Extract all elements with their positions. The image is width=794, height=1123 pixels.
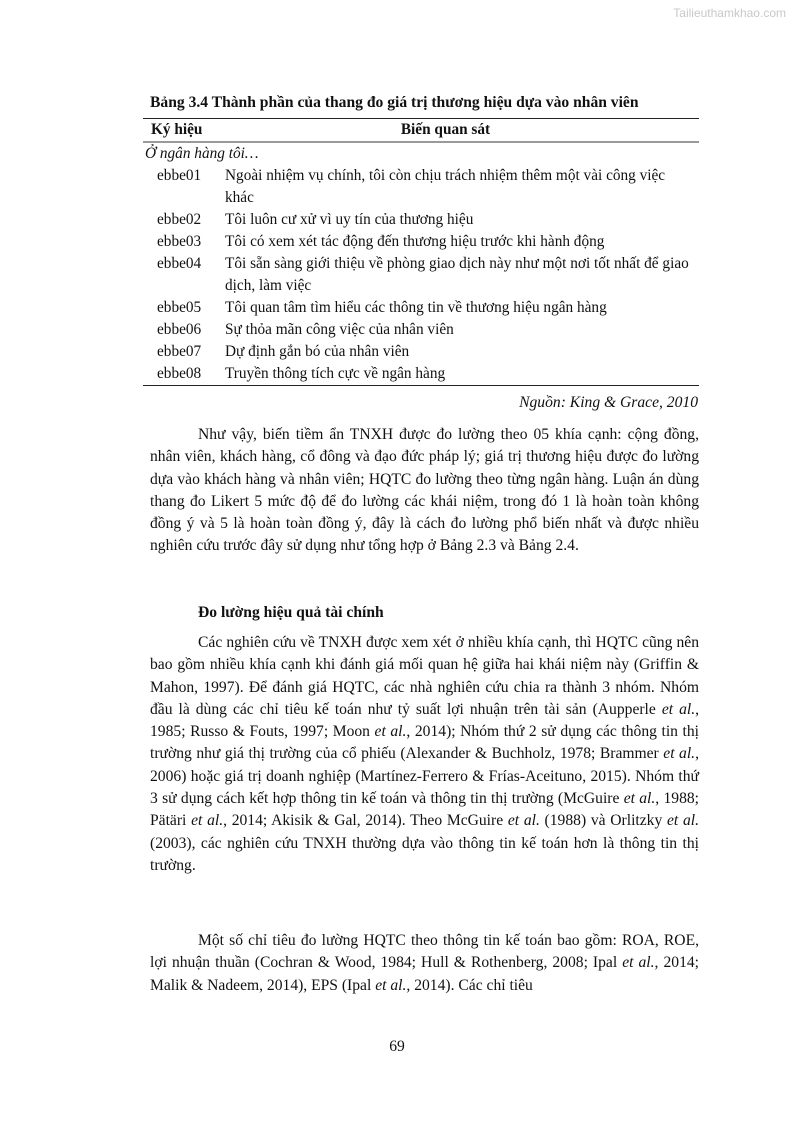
row-text: Truyền thông tích cực về ngân hàng — [225, 365, 446, 382]
table-header — [143, 119, 699, 141]
row-text: Ngoài nhiệm vụ chính, tôi còn chịu trách nhiệm thêm một vài công việc khác — [225, 167, 666, 206]
row-code: ebbe04 — [157, 255, 202, 272]
row-text: Tôi có xem xét tác động đến thương hiệu trước khi hành động — [225, 233, 605, 250]
header-code: Ký hiệu — [151, 121, 203, 138]
citation-etal: et al. — [661, 700, 696, 718]
paragraph-financial-performance — [150, 632, 699, 877]
citation-etal: et al. — [191, 812, 224, 830]
text: Một số chỉ tiêu đo lường HQTC theo thông tin kế toán bao gồm: ROA, ROE, lợi nhuận thuần (Cochran & Wood, 1984; Hull & Rothenberg, 2008; Ipal — [150, 932, 699, 972]
table-row — [143, 341, 699, 363]
text: , 2014). Các chỉ tiêu — [406, 976, 533, 994]
section-heading: Đo lường hiệu quả tài chính — [198, 604, 384, 621]
text: , 2014; Akisik & Gal, 2014). Theo McGuire — [223, 812, 508, 830]
table-row — [143, 165, 699, 209]
text: , 2014); Nhóm thứ 2 sử dụng các thông tin thị trường như giá thị trường của cổ phiếu (Alexander & Buchholz, 1978; Brammer — [150, 723, 699, 763]
row-text: Tôi sẵn sàng giới thiệu về phòng giao dịch này như một nơi tốt nhất để giao dịch, làm việc — [225, 255, 689, 294]
citation-etal: et al. — [622, 954, 655, 972]
citation-etal: et al. — [666, 812, 699, 830]
row-code: ebbe02 — [157, 211, 202, 228]
data-table — [143, 118, 699, 386]
table-row — [143, 363, 699, 385]
text: , 1988; Pätäri — [150, 790, 699, 830]
table-source: Nguồn: King & Grace, 2010 — [519, 394, 698, 411]
row-code: ebbe05 — [157, 299, 202, 316]
citation-etal: et al. — [507, 812, 540, 830]
row-text: Sự thỏa mãn công việc của nhân viên — [225, 321, 454, 338]
text: , 1985; Russo & Fouts, 1997; Moon — [150, 700, 699, 741]
text: (2003), các nghiên cứu TNXH thường dựa vào thông tin kế toán hơn là thông tin thị trường. — [150, 834, 699, 874]
text: , 2014; Malik & Nadeem, 2014), EPS (Ipal — [150, 954, 699, 994]
row-code: ebbe06 — [157, 321, 202, 338]
text: Các nghiên cứu về TNXH được xem xét ở nhiều khía cạnh, thì HQTC cũng nên bao gồm nhiều khía cạnh khi đánh giá mối quan hệ giữa hai khái niệm này (Griffin & Mahon, 1997). Để đánh giá HQTC, các nhà nghiên cứu chia ra thành 3 nhóm. Nhóm đầu là dùng các chỉ tiêu kế toán như tỷ suất lợi nhuận trên tài sản (Aupperle — [150, 634, 699, 718]
header-variable: Biến quan sát — [400, 121, 491, 138]
table-row — [143, 209, 699, 231]
row-code: ebbe07 — [157, 343, 202, 360]
citation-etal: et al. — [375, 976, 407, 994]
citation-etal: et al. — [623, 790, 656, 808]
table-group-label: Ở ngân hàng tôi… — [145, 145, 259, 162]
row-text: Tôi quan tâm tìm hiểu các thông tin về thương hiệu ngân hàng — [225, 299, 607, 316]
text: , 2006) hoặc giá trị doanh nghiệp (Martínez-Ferrero & Frías-Aceituno, 2015). Nhóm thứ 3 sử dụng cách kết hợp thông tin kế toán và thông tin thị trường (McGuire — [150, 745, 699, 808]
row-code: ebbe08 — [157, 365, 202, 382]
citation-etal: et al. — [663, 745, 696, 763]
table-row — [143, 297, 699, 319]
table-row — [143, 253, 699, 297]
page-number: 69 — [389, 1038, 405, 1055]
paragraph-measurement: Như vậy, biến tiềm ẩn TNXH được đo lường theo 05 khía cạnh: cộng đồng, nhân viên, khách hàng, cổ đông và đạo đức pháp lý; giá trị thương hiệu được đo lường dựa vào khách hàng và nhân viên; HQTC đo lường theo từng ngân hàng. Luận án dùng thang đo Likert 5 mức độ để đo lường các khái niệm, trong đó 1 là hoàn toàn không đồng ý và 5 là hoàn toàn đồng ý, đây là cách đo lường phổ biến nhất và được nhiều nghiên cứu trước đây sử dụng như tổng hợp ở Bảng 2.3 và Bảng 2.4. — [150, 426, 699, 555]
watermark: Tailieuthamkhao.com — [673, 6, 786, 20]
table-bottom-rule — [143, 385, 699, 386]
table-row — [143, 319, 699, 341]
citation-etal: et al. — [374, 723, 407, 741]
row-text: Tôi luôn cư xử vì uy tín của thương hiệu — [225, 211, 474, 228]
table-title: Bảng 3.4 Thành phần của thang đo giá trị thương hiệu dựa vào nhân viên — [150, 94, 639, 111]
row-text: Dự định gắn bó của nhân viên — [225, 343, 410, 360]
row-code: ebbe01 — [157, 167, 202, 184]
paragraph-accounting-indicators — [150, 930, 699, 997]
text: (1988) và Orlitzky — [539, 812, 667, 830]
row-code: ebbe03 — [157, 233, 202, 250]
table-row — [143, 231, 699, 253]
